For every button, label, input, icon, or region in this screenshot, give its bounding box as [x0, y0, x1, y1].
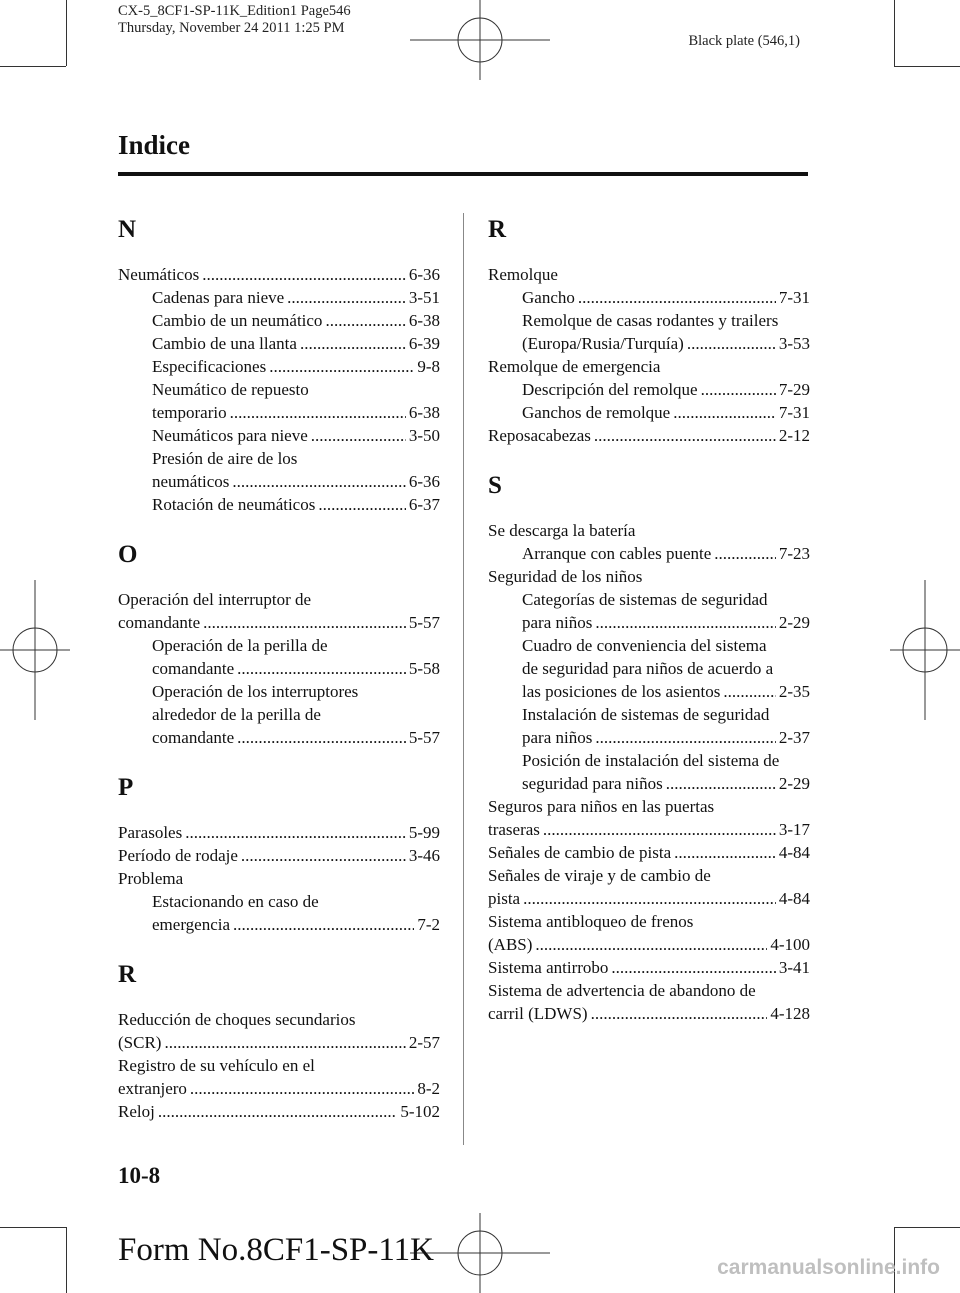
index-entry [488, 657, 810, 680]
leader-dots [241, 844, 406, 867]
plate-label: Black plate (546,1) [688, 33, 800, 49]
index-entry-text: seguridad para niños [522, 774, 663, 793]
index-entry-text: Registro de su vehículo en el [118, 1056, 315, 1075]
index-entry-text: Presión de aire de los [152, 449, 298, 468]
file-info-line2: Thursday, November 24 2011 1:25 PM [118, 20, 345, 36]
index-entry-page: 7-31 [778, 288, 810, 307]
index-entry [118, 447, 440, 470]
index-entry [488, 956, 810, 979]
index-entry [488, 611, 810, 634]
index-entry-page: 6-36 [408, 265, 440, 284]
index-entry-text: Sistema antibloqueo de frenos [488, 912, 694, 931]
index-entry [118, 1054, 440, 1077]
index-entry-page: 3-50 [408, 426, 440, 445]
index-entry-text: comandante [152, 659, 235, 678]
index-entry [118, 401, 440, 424]
index-entry-page: 6-36 [408, 472, 440, 491]
index-entry [118, 657, 440, 680]
index-entry [118, 680, 440, 703]
index-entry-page: 3-46 [408, 846, 440, 865]
registration-mark-right [890, 580, 960, 720]
index-entry-page: 2-29 [778, 774, 810, 793]
index-entry-text: comandante [118, 613, 201, 632]
index-entry [488, 286, 810, 309]
index-entry [488, 588, 810, 611]
file-info-line1: CX-5_8CF1-SP-11K_Edition1 Page546 [118, 3, 351, 19]
index-entry-text: Gancho [522, 288, 575, 307]
index-entry-text: Categorías de sistemas de seguridad [522, 590, 768, 609]
registration-mark-top [410, 0, 550, 80]
index-entry [118, 1100, 440, 1123]
index-entry-text: Reducción de choques secundarios [118, 1010, 356, 1029]
index-entry-text: Descripción del remolque [522, 380, 698, 399]
index-entry-text: Remolque [488, 265, 558, 284]
index-entry [488, 355, 810, 378]
index-entry [488, 795, 810, 818]
index-entry [118, 726, 440, 749]
index-entry-text: Cambio de una llanta [152, 334, 297, 353]
index-entry [118, 470, 440, 493]
index-entry-text: Seguridad de los niños [488, 567, 643, 586]
index-letter: O [118, 541, 138, 568]
registration-mark-left [0, 580, 70, 720]
leader-dots [158, 1100, 397, 1123]
index-entry [488, 1002, 810, 1025]
index-entry-text: (ABS) [488, 935, 533, 954]
index-entry-text: carril (LDWS) [488, 1004, 588, 1023]
index-entry-page: 7-31 [778, 403, 810, 422]
index-entry-text: Período de rodaje [118, 846, 238, 865]
index-entry-page: 7-23 [778, 544, 810, 563]
crop-mark [894, 0, 895, 66]
index-entry [118, 588, 440, 611]
index-entry [118, 844, 440, 867]
index-entry-text: Operación de la perilla de [152, 636, 328, 655]
index-entry-text: para niños [522, 613, 593, 632]
index-entry-text: Cuadro de conveniencia del sistema [522, 636, 767, 655]
index-entry-page: 9-8 [417, 357, 440, 376]
index-entry [118, 821, 440, 844]
index-entry [118, 890, 440, 913]
index-letter: P [118, 774, 134, 801]
leader-dots [325, 309, 405, 332]
index-entry [118, 611, 440, 634]
index-entry-text: temporario [152, 403, 227, 422]
index-entry-text: Posición de instalación del sistema de [522, 751, 780, 770]
leader-dots [595, 726, 775, 749]
leader-dots [723, 680, 776, 703]
index-entry-page: 6-38 [408, 403, 440, 422]
index-entry-text: Operación de los interruptores [152, 682, 359, 701]
index-entry-text: Remolque de casas rodantes y trailers [522, 311, 779, 330]
index-entry-text: Reloj [118, 1102, 155, 1121]
leader-dots [233, 913, 414, 936]
index-entry-text: neumáticos [152, 472, 230, 491]
form-number: Form No.8CF1-SP-11K [118, 1232, 434, 1268]
column-divider [463, 213, 464, 1145]
index-entry [488, 864, 810, 887]
crop-mark [0, 1227, 66, 1228]
index-entry-text: Neumáticos para nieve [152, 426, 308, 445]
section-title: Indice [118, 130, 191, 160]
leader-dots [202, 263, 406, 286]
leader-dots [578, 286, 776, 309]
leader-dots [190, 1077, 414, 1100]
index-entry-page: 3-41 [778, 958, 810, 977]
index-entry-text: Reposacabezas [488, 426, 591, 445]
index-entry-page: 8-2 [417, 1079, 440, 1098]
crop-mark [894, 66, 960, 67]
index-entry [488, 519, 810, 542]
leader-dots [269, 355, 414, 378]
crop-mark [0, 66, 66, 67]
index-entry [488, 565, 810, 588]
leader-dots [203, 611, 406, 634]
index-entry [488, 979, 810, 1002]
index-entry-text: Se descarga la batería [488, 521, 636, 540]
leader-dots [594, 424, 776, 447]
index-entry [488, 263, 810, 286]
index-column-right [488, 215, 810, 1025]
leader-dots [523, 887, 776, 910]
index-entry-page: 4-84 [778, 889, 810, 908]
index-entry [488, 772, 810, 795]
index-entry-text: extranjero [118, 1079, 187, 1098]
index-entry-page: 4-100 [770, 935, 810, 954]
index-letter: R [488, 216, 507, 243]
leader-dots [287, 286, 406, 309]
index-entry [488, 703, 810, 726]
index-entry-page: 4-84 [778, 843, 810, 862]
index-entry-text: Sistema de advertencia de abandono de [488, 981, 756, 1000]
index-entry [488, 749, 810, 772]
leader-dots [666, 772, 776, 795]
leader-dots [311, 424, 406, 447]
index-entry-text: Sistema antirrobo [488, 958, 609, 977]
leader-dots [674, 841, 776, 864]
index-entry [118, 286, 440, 309]
index-entry-page: 2-12 [778, 426, 810, 445]
page-number: 10-8 [118, 1163, 161, 1188]
index-entry-text: de seguridad para niños de acuerdo a [522, 659, 774, 678]
index-entry-page: 4-128 [770, 1004, 810, 1023]
leader-dots [164, 1031, 405, 1054]
index-entry [118, 378, 440, 401]
index-entry [118, 424, 440, 447]
index-entry-text: Especificaciones [152, 357, 267, 376]
index-entry [488, 542, 810, 565]
index-entry-page: 5-102 [400, 1102, 440, 1121]
header-rule [118, 172, 808, 176]
index-entry [488, 887, 810, 910]
index-entry-text: Seguros para niños en las puertas [488, 797, 715, 816]
index-entry-page: 6-38 [408, 311, 440, 330]
index-entry-text: Arranque con cables puente [522, 544, 712, 563]
index-entry-text: las posiciones de los asientos [522, 682, 721, 701]
index-entry [488, 378, 810, 401]
index-entry [488, 309, 810, 332]
leader-dots [673, 401, 776, 424]
file-info [118, 3, 351, 37]
index-entry [488, 910, 810, 933]
index-letter: N [118, 216, 137, 243]
index-entry-text: Parasoles [118, 823, 183, 842]
index-entry-page: 6-37 [408, 495, 440, 514]
leader-dots [300, 332, 406, 355]
leader-dots [535, 933, 767, 956]
leader-dots [591, 1002, 768, 1025]
index-entry-text: para niños [522, 728, 593, 747]
index-entry [118, 867, 440, 890]
index-column-left [118, 215, 440, 1123]
index-entry-text: Cadenas para nieve [152, 288, 285, 307]
index-entry-page: 6-39 [408, 334, 440, 353]
index-entry-text: Instalación de sistemas de seguridad [522, 705, 770, 724]
index-entry-text: Remolque de emergencia [488, 357, 661, 376]
index-entry [118, 634, 440, 657]
index-entry [118, 1077, 440, 1100]
leader-dots [318, 493, 405, 516]
index-entry-text: alrededor de la perilla de [152, 705, 321, 724]
index-entry-text: pista [488, 889, 521, 908]
leader-dots [543, 818, 776, 841]
leader-dots [714, 542, 776, 565]
index-entry-text: Operación del interruptor de [118, 590, 312, 609]
index-entry-text: Rotación de neumáticos [152, 495, 316, 514]
index-entry-page: 2-29 [778, 613, 810, 632]
index-entry-page: 2-37 [778, 728, 810, 747]
index-entry-text: Señales de cambio de pista [488, 843, 672, 862]
index-entry [488, 332, 810, 355]
index-entry [488, 726, 810, 749]
index-entry-page: 5-99 [408, 823, 440, 842]
index-entry-text: (Europa/Rusia/Turquía) [522, 334, 684, 353]
index-entry-text: Ganchos de remolque [522, 403, 671, 422]
leader-dots [237, 726, 406, 749]
index-entry-text: Cambio de un neumático [152, 311, 323, 330]
index-entry-text: comandante [152, 728, 235, 747]
crop-mark [66, 1227, 67, 1293]
leader-dots [232, 470, 405, 493]
index-entry [118, 332, 440, 355]
index-entry [118, 703, 440, 726]
crop-mark [66, 0, 67, 66]
index-entry [118, 1031, 440, 1054]
index-entry [118, 355, 440, 378]
index-entry [488, 680, 810, 703]
leader-dots [237, 657, 406, 680]
index-entry-page: 5-58 [408, 659, 440, 678]
index-entry [488, 634, 810, 657]
watermark: carmanualsonline.info [717, 1256, 940, 1279]
index-entry-page: 7-2 [417, 915, 440, 934]
crop-mark [894, 1227, 960, 1228]
leader-dots [230, 401, 406, 424]
index-entry [118, 913, 440, 936]
index-entry [488, 841, 810, 864]
leader-dots [701, 378, 776, 401]
index-entry [488, 818, 810, 841]
index-entry [118, 493, 440, 516]
index-entry-page: 2-35 [778, 682, 810, 701]
index-entry-text: emergencia [152, 915, 231, 934]
index-entry [118, 1008, 440, 1031]
index-entry-page: 3-51 [408, 288, 440, 307]
leader-dots [687, 332, 776, 355]
index-entry-text: (SCR) [118, 1033, 162, 1052]
index-entry [118, 309, 440, 332]
index-entry-text: Estacionando en caso de [152, 892, 319, 911]
leader-dots [595, 611, 775, 634]
index-entry-text: Señales de viraje y de cambio de [488, 866, 711, 885]
index-entry-text: Problema [118, 869, 184, 888]
index-letter: R [118, 961, 137, 988]
leader-dots [611, 956, 775, 979]
index-entry-page: 3-17 [778, 820, 810, 839]
index-entry [488, 933, 810, 956]
index-entry-page: 5-57 [408, 728, 440, 747]
index-entry-text: Neumático de repuesto [152, 380, 309, 399]
leader-dots [185, 821, 406, 844]
index-entry-page: 5-57 [408, 613, 440, 632]
index-entry [488, 401, 810, 424]
index-entry-text: Neumáticos [118, 265, 200, 284]
index-entry-page: 2-57 [408, 1033, 440, 1052]
index-entry-page: 3-53 [778, 334, 810, 353]
index-entry-text: traseras [488, 820, 540, 839]
index-entry-page: 7-29 [778, 380, 810, 399]
index-entry [488, 424, 810, 447]
index-entry [118, 263, 440, 286]
index-letter: S [488, 472, 502, 499]
